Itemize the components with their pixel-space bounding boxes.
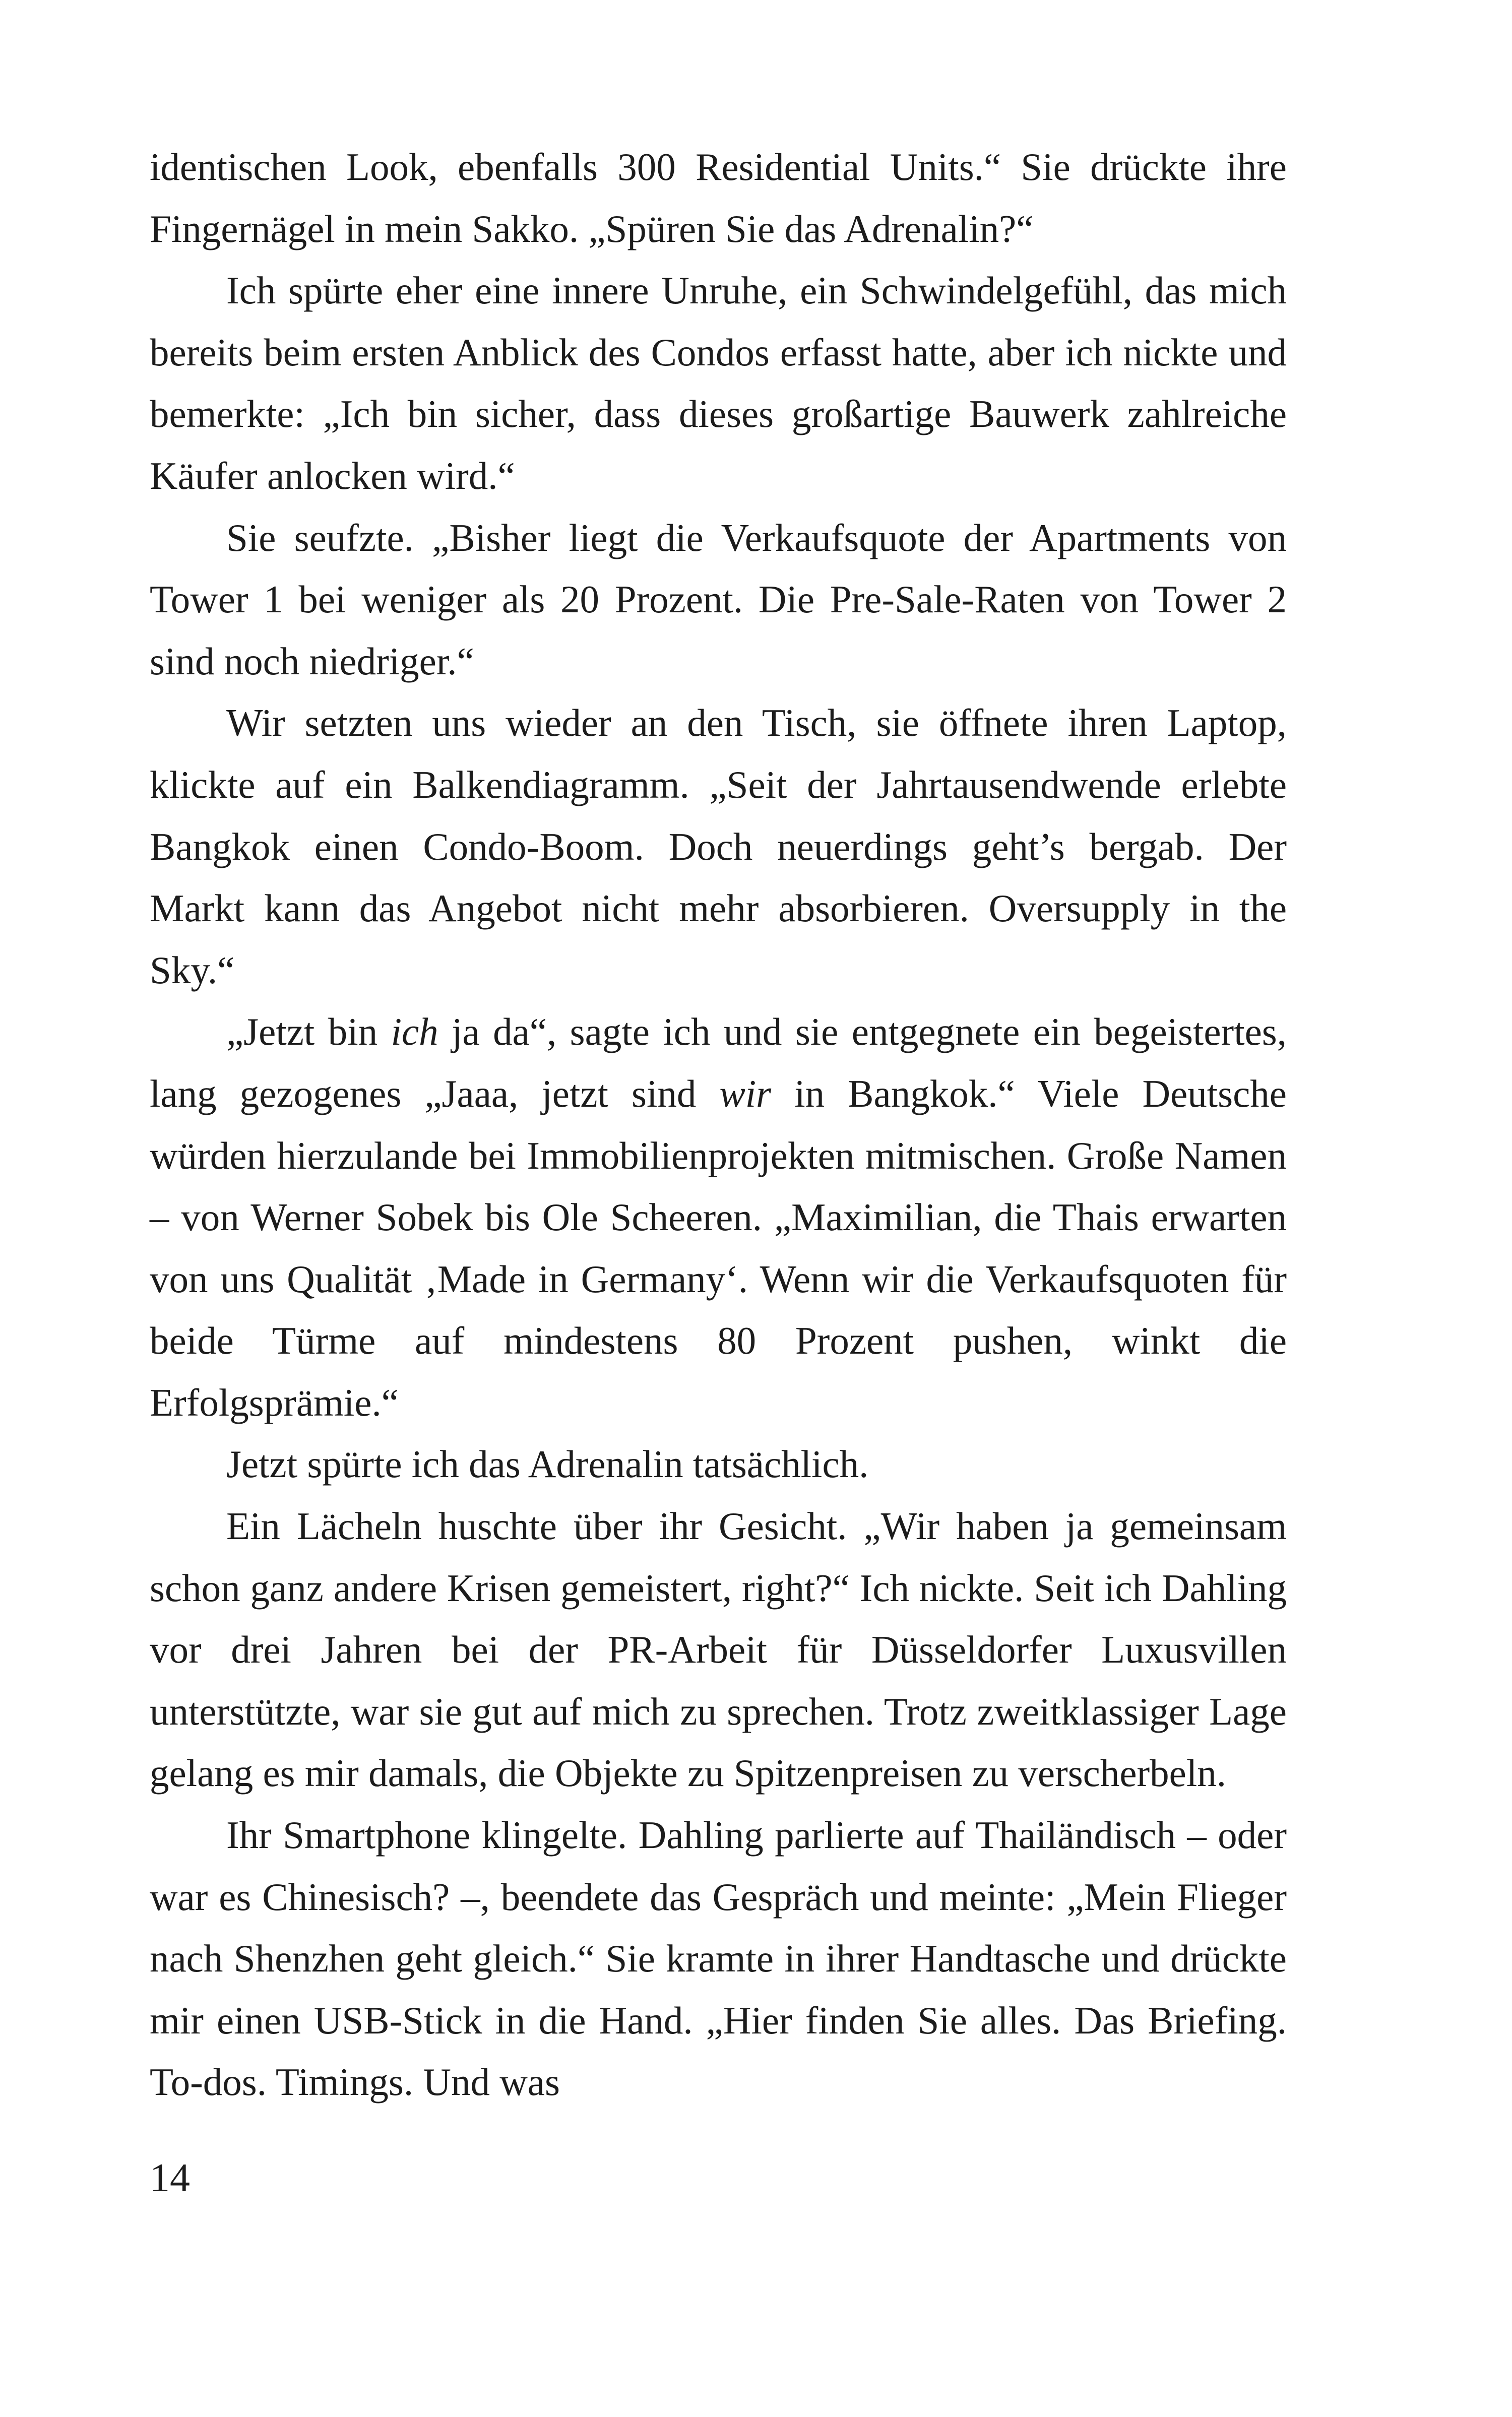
text-run: in Bangkok.“ Viele Deutsche würden hierzulande bei Immobilienprojekten mitmischen. Große Namen – von Werner Sobek bis Ole Scheeren. „Maximilian, die Thais erwarten von uns Qualität ‚Made in Germany‘. Wenn wir die Verkaufsquoten für beide Türme auf mindestens 80 Prozent pushen, winkt die Erfolgsprämie.“ [150, 1071, 1287, 1424]
paragraph [150, 692, 1287, 1001]
paragraph [150, 1495, 1287, 1804]
body-text [150, 136, 1287, 2113]
text-run: Ich spürte eher eine innere Unruhe, ein Schwindelgefühl, das mich bereits beim ersten Anblick des Condos erfasst hatte, aber ich nickte und bemerkte: „Ich bin sicher, dass dieses großartige Bauwerk zahlreiche Käufer anlocken wird.“ [150, 269, 1287, 497]
paragraph [150, 1001, 1287, 1433]
paragraph [150, 1433, 1287, 1495]
paragraph [150, 136, 1287, 260]
text-run: Sie seufzte. „Bisher liegt die Verkaufsquote der Apartments von Tower 1 bei weniger als 20 Prozent. Die Pre-Sale-Raten von Tower 2 sind noch niedriger.“ [150, 516, 1287, 683]
text-run: ja da“, sagte ich und sie entgegnete ein begeistertes, lang gezogenes „Jaaa, jetzt sind [150, 1010, 1287, 1115]
paragraph [150, 1804, 1287, 2113]
text-run: Jetzt spürte ich das Adrenalin tatsächlich. [226, 1442, 869, 1486]
emphasis-text: wir [719, 1071, 772, 1115]
text-run: identischen Look, ebenfalls 300 Residential Units.“ Sie drückte ihre Fingernägel in mein Sakko. „Spüren Sie das Adrenalin?“ [150, 145, 1287, 250]
text-run: Ein Lächeln huschte über ihr Gesicht. „Wir haben ja gemeinsam schon ganz andere Krisen gemeistert, right?“ Ich nickte. Seit ich Dahling vor drei Jahren bei der PR-Arbeit für Düsseldorfer Luxusvillen unterstützte, war sie gut auf mich zu sprechen. Trotz zweitklassiger Lage gelang es mir damals, die Objekte zu Spitzenpreisen zu verscherbeln. [150, 1504, 1287, 1795]
text-run: Ihr Smartphone klingelte. Dahling parlierte auf Thailändisch – oder war es Chinesisch? –, beendete das Gespräch und meinte: „Mein Flieger nach Shenzhen geht gleich.“ Sie kramte in ihrer Handtasche und drückte mir einen USB-Stick in die Hand. „Hier finden Sie alles. Das Briefing. To-dos. Timings. Und was [150, 1813, 1287, 2104]
paragraph [150, 507, 1287, 692]
emphasis-text: ich [391, 1010, 438, 1054]
page-number: 14 [150, 2156, 190, 2200]
text-run: „Jetzt bin [226, 1010, 391, 1054]
paragraph [150, 260, 1287, 506]
text-run: Wir setzten uns wieder an den Tisch, sie öffnete ihren Laptop, klickte auf ein Balkendiagramm. „Seit der Jahrtausendwende erlebte Bangkok einen Condo-Boom. Doch neuerdings geht’s bergab. Der Markt kann das Angebot nicht mehr absorbieren. Oversupply in the Sky.“ [150, 701, 1287, 992]
